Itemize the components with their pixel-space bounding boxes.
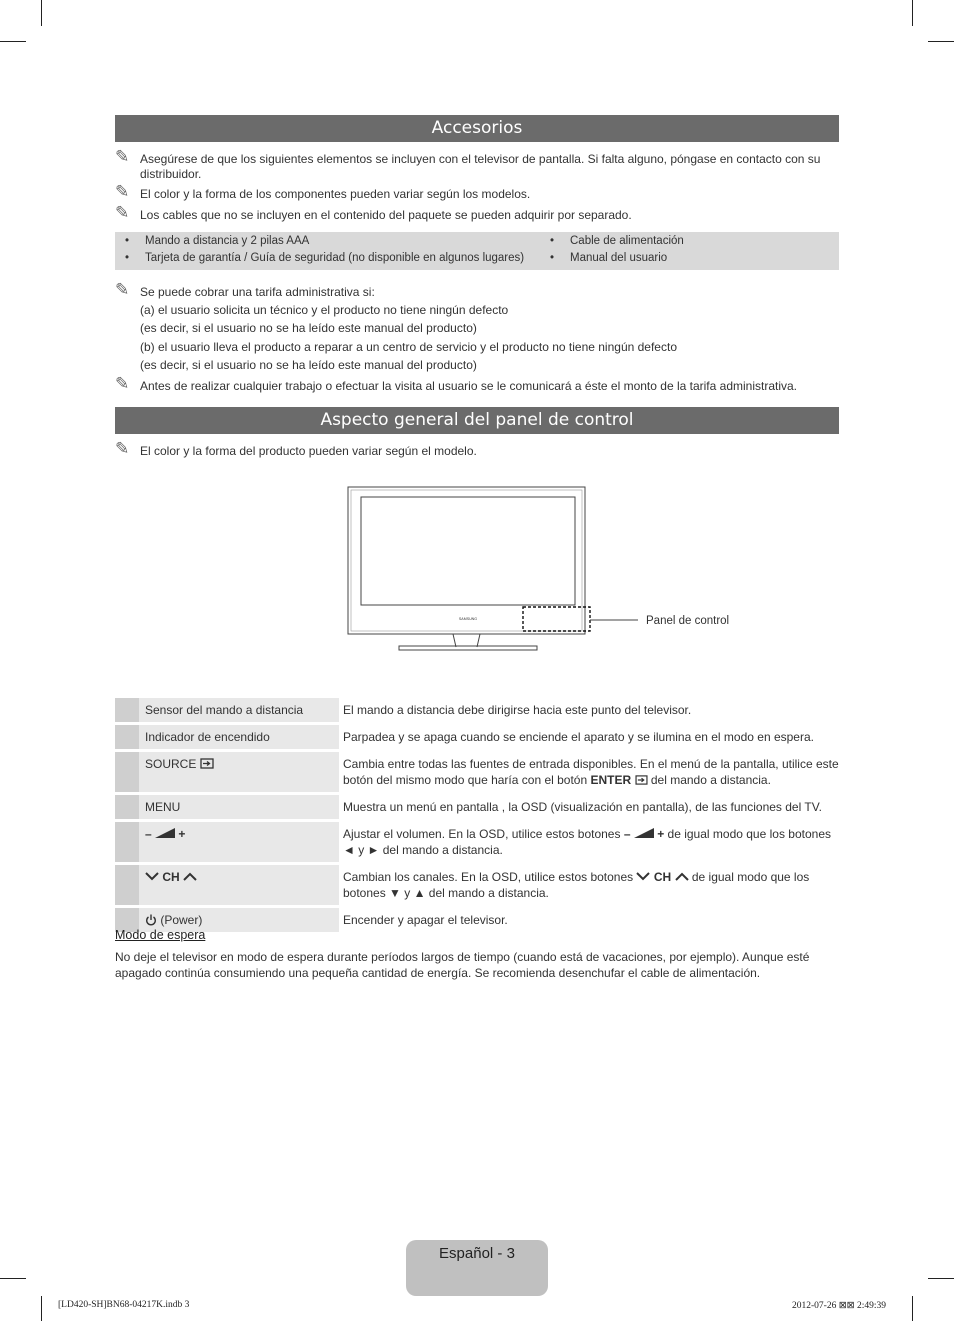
note-6 <box>115 439 839 459</box>
note-3 <box>115 203 839 223</box>
note-4 <box>115 280 839 300</box>
power-icon <box>145 914 157 926</box>
crop-mark <box>0 1278 26 1279</box>
control-name: Indicador de encendido <box>139 725 339 749</box>
note-text: El color y la forma del producto pueden variar según el modelo. <box>140 444 477 458</box>
pencil-icon: ✎ <box>115 439 130 458</box>
chevron-up-icon <box>675 872 689 881</box>
crop-mark <box>912 1296 913 1321</box>
tv-stand-neck <box>453 634 480 647</box>
source-input-icon <box>635 775 648 785</box>
table-row <box>115 908 843 932</box>
list-item: • Tarjeta de garantía / Guía de seguridad (no disponible en algunos lugares) <box>125 252 525 264</box>
control-name: (Power) <box>139 908 339 932</box>
tv-brand: SAMSUNG <box>458 617 478 621</box>
section-title-panel: Aspecto general del panel de control <box>115 407 839 434</box>
table-row <box>115 752 843 792</box>
chevron-down-icon <box>636 872 650 881</box>
control-desc: Encender y apagar el televisor. <box>343 913 508 927</box>
note-text: El color y la forma de los componentes pueden variar según los modelos. <box>140 187 531 201</box>
note-sub: (b) el usuario lleva el producto a reparar a un centro de servicio y el producto no tiene ningún defecto <box>140 340 677 354</box>
tv-bezel-inner <box>351 490 582 631</box>
callout-label: Panel de control <box>646 615 730 627</box>
control-desc: Cambian los canales. En la OSD, utilice estos botones CH de igual modo que los botones ▼ y ▲ del mando a distancia. <box>343 870 810 900</box>
control-desc: Cambia entre todas las fuentes de entrada disponibles. En el menú de la pantalla, utilice este botón del mismo modo que haría con el botón ENTER del mando a distancia. <box>343 757 839 787</box>
list-item: • Cable de alimentación <box>550 235 684 247</box>
table-row <box>115 822 843 862</box>
note-1 <box>115 147 839 182</box>
note-sub: (a) el usuario solicita un técnico y el producto no tiene ningún defecto <box>140 303 509 317</box>
pencil-icon: ✎ <box>115 147 130 166</box>
note-text: Se puede cobrar una tarifa administrativa si: <box>140 285 375 299</box>
pencil-icon: ✎ <box>115 374 130 393</box>
controls-table <box>115 695 843 935</box>
table-row <box>115 795 843 819</box>
crop-mark <box>41 1296 42 1321</box>
table-row <box>115 725 843 749</box>
control-desc: El mando a distancia debe dirigirse hacia este punto del televisor. <box>343 703 692 717</box>
note-sub: (es decir, si el usuario no se ha leído este manual del producto) <box>140 321 477 335</box>
standby-title: Modo de espera <box>115 928 206 942</box>
control-name: CH <box>139 865 339 905</box>
tv-diagram <box>340 480 760 660</box>
tv-screen <box>361 497 575 605</box>
note-2 <box>115 182 839 202</box>
pencil-icon: ✎ <box>115 182 130 201</box>
tv-bezel <box>348 487 585 634</box>
volume-ramp-icon <box>634 828 654 838</box>
date-info: 2012-07-26 ⊠⊠ 2:49:39 <box>792 1301 887 1311</box>
accessories-list <box>115 232 839 270</box>
pencil-icon: ✎ <box>115 280 130 299</box>
control-name: SOURCE <box>139 752 339 792</box>
list-item: • Mando a distancia y 2 pilas AAA <box>125 235 310 247</box>
note-text: Antes de realizar cualquier trabajo o efectuar la visita al usuario se le comunicará a éste el monto de la tarifa administrativa. <box>140 379 798 393</box>
crop-mark <box>0 41 26 42</box>
table-row <box>115 865 843 905</box>
control-desc: Muestra un menú en pantalla , la OSD (visualización en pantalla), de las funciones del TV. <box>343 800 822 814</box>
control-name: MENU <box>139 795 339 819</box>
control-panel-highlight <box>523 607 590 631</box>
control-desc: Ajustar el volumen. En la OSD, utilice estos botones – + de igual modo que los botones ◄ y ► del mando a distancia. <box>343 827 831 857</box>
page-number-tab: Español - 3 <box>406 1240 548 1296</box>
standby-text: No deje el televisor en modo de espera durante períodos largos de tiempo (cuando está de vacaciones, por ejemplo). Aunque esté apagado continúa consumiendo una pequeña cantidad de energía. Se recomienda desenchufar el cable de alimentación. <box>115 950 810 980</box>
note-5 <box>115 374 839 394</box>
note-sub: (es decir, si el usuario no se ha leído este manual del producto) <box>140 358 477 372</box>
source-input-icon <box>200 758 214 769</box>
table-row <box>115 698 843 722</box>
pencil-icon: ✎ <box>115 203 130 222</box>
control-desc: Parpadea y se apaga cuando se enciende el aparato y se ilumina en el modo en espera. <box>343 730 814 744</box>
crop-mark <box>41 0 42 26</box>
note-text: Los cables que no se incluyen en el contenido del paquete se pueden adquirir por separado. <box>140 208 632 222</box>
crop-mark <box>912 0 913 26</box>
list-item: • Manual del usuario <box>550 252 668 264</box>
control-name: Sensor del mando a distancia <box>139 698 339 722</box>
tv-stand-base <box>399 646 537 650</box>
volume-ramp-icon <box>155 828 175 838</box>
crop-mark <box>928 41 954 42</box>
chevron-down-icon <box>145 872 159 881</box>
chevron-up-icon <box>183 872 197 881</box>
control-name: – + <box>139 822 339 862</box>
note-text: Asegúrese de que los siguientes elementos se incluyen con el televisor de pantalla. Si falta alguno, póngase en contacto con su distribuidor. <box>140 152 821 181</box>
section-title-accesorios: Accesorios <box>115 115 839 142</box>
file-info: [LD420-SH]BN68-04217K.indb 3 <box>58 1300 190 1310</box>
crop-mark <box>928 1278 954 1279</box>
